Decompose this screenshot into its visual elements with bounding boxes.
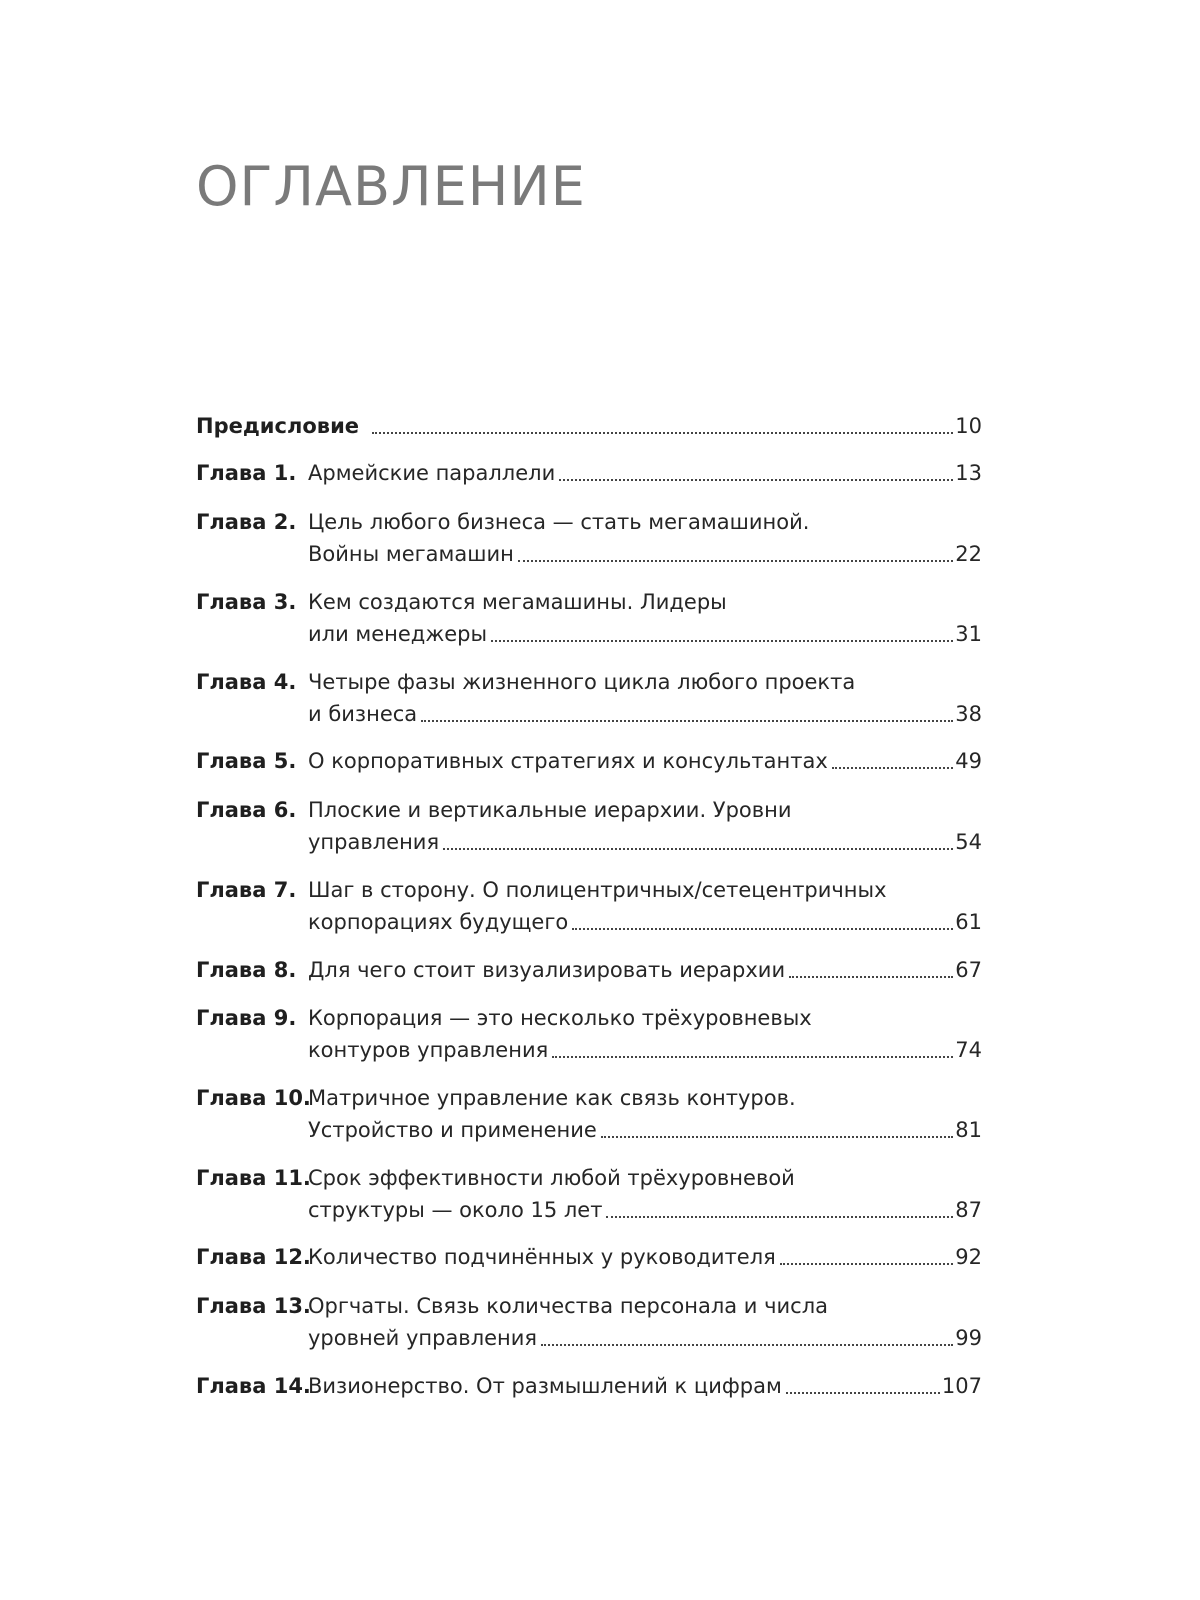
toc-entry-last-line [308,906,982,938]
toc-entry-title: структуры — около 15 лет [308,1198,603,1222]
toc-entry-title: уровней управления [308,1326,538,1350]
toc-entry-title: О корпоративных стратегиях и консультантах [308,749,828,773]
toc-entry-title: управления [308,830,440,854]
toc-entry-label: Глава 2. [196,510,297,534]
toc-entry-label: Глава 3. [196,590,297,614]
toc-entry-title-line: Цель любого бизнеса — стать мегамашиной. [308,510,810,534]
toc-entry-label: Глава 4. [196,670,297,694]
toc-entry-title-line: Матричное управление как связь контуров. [308,1086,796,1110]
toc-entry-last-line [308,538,982,570]
toc-entry-last-line [308,618,982,650]
dot-leader [606,1215,953,1218]
dot-leader [786,1391,940,1394]
dot-leader [518,559,953,562]
toc-page-number: 87 [955,1198,982,1222]
toc-entry-last-line [196,410,982,442]
toc-entry-title: и бизнеса [308,702,418,726]
toc-entry-title: Для чего стоит визуализировать иерархии [308,958,786,982]
toc-entry-last-line [308,954,982,986]
toc-entry-body [308,1290,982,1354]
toc-entry-last-line [308,826,982,858]
toc-page-number: 49 [955,749,982,773]
toc-entry-title-line: Корпорация — это несколько трёхуровневых [308,1006,812,1030]
toc-page-number: 67 [955,958,982,982]
toc-entry-last-line [308,1370,982,1402]
dot-leader [601,1135,953,1138]
toc-entry-last-line [308,1241,982,1273]
toc-entry-body [308,586,982,650]
toc-page-number: 81 [955,1118,982,1142]
toc-page-number: 10 [955,414,982,438]
toc-entry-title: контуров управления [308,1038,549,1062]
dot-leader [372,431,953,434]
toc-entry-body [308,1082,982,1146]
toc-entry-body [308,457,982,489]
toc-entry-body [308,874,982,938]
dot-leader [552,1055,953,1058]
toc-page-number: 74 [955,1038,982,1062]
toc-entry-last-line [308,1194,982,1226]
toc-page-number: 13 [955,461,982,485]
toc-entry-title-line: Шаг в сторону. О полицентричных/сетецентричных [308,878,887,902]
toc-page-number: 54 [955,830,982,854]
dot-leader [780,1262,953,1265]
toc-page-number: 38 [955,702,982,726]
toc-entry-label: Глава 6. [196,798,297,822]
toc-entry-title: или менеджеры [308,622,488,646]
toc-entry-label: Глава 5. [196,749,297,773]
toc-entry-body [308,1370,982,1402]
toc-entry-title: Визионерство. От размышлений к цифрам [308,1374,782,1398]
toc-entry-title: корпорациях будущего [308,910,569,934]
toc-page-number: 31 [955,622,982,646]
toc-entry-body [308,954,982,986]
toc-entry-label: Глава 12. [196,1245,311,1269]
toc-entry-body [308,794,982,858]
toc-entry-title: Войны мегамашин [308,542,514,566]
toc-page-number: 61 [955,910,982,934]
toc-page-number: 92 [955,1245,982,1269]
dot-leader [789,975,953,978]
toc-entry-title: Устройство и применение [308,1118,597,1142]
dot-leader [443,847,953,850]
toc-entry-label: Глава 8. [196,958,297,982]
toc-entry-last-line [308,698,982,730]
toc-entry-last-line [308,745,982,777]
dot-leader [572,927,953,930]
toc-entry-title-line: Срок эффективности любой трёхуровневой [308,1166,795,1190]
toc-entry-label: Глава 1. [196,461,297,485]
toc-entry-body [308,1241,982,1273]
toc-entry-last-line [308,1322,982,1354]
toc-entry-title-line: Кем создаются мегамашины. Лидеры [308,590,727,614]
toc-entry-body [308,1002,982,1066]
toc-page-number: 107 [941,1374,982,1398]
dot-leader [541,1343,953,1346]
dot-leader [421,719,953,722]
toc-entry-label: Глава 13. [196,1294,311,1318]
toc-entry-title-line: Четыре фазы жизненного цикла любого проекта [308,670,856,694]
toc-entry-title: Количество подчинённых у руководителя [308,1245,776,1269]
toc-entry-body [308,506,982,570]
dot-leader [559,478,953,481]
toc-entry-last-line [308,1114,982,1146]
dot-leader [491,639,953,642]
toc-entry-label: Глава 9. [196,1006,297,1030]
toc-page-number: 22 [955,542,982,566]
toc-entry-label: Предисловие [196,414,360,438]
toc-entry-last-line [308,1034,982,1066]
toc-entry-body [308,745,982,777]
toc-entry-label: Глава 7. [196,878,297,902]
toc-entry-label: Глава 14. [196,1374,311,1398]
toc-entry-label: Глава 10. [196,1086,311,1110]
toc-entry-body [196,410,982,442]
toc-entry-label: Глава 11. [196,1166,311,1190]
toc-entry-title-line: Оргчаты. Связь количества персонала и числа [308,1294,829,1318]
toc-entry-body [308,1162,982,1226]
toc-entry-title: Армейские параллели [308,461,556,485]
toc-entry-last-line [308,457,982,489]
toc-entry-body [308,666,982,730]
toc-entry-title-line: Плоские и вертикальные иерархии. Уровни [308,798,792,822]
dot-leader [832,766,953,769]
toc-page-number: 99 [955,1326,982,1350]
page-title: ОГЛАВЛЕНИЕ [196,155,586,218]
